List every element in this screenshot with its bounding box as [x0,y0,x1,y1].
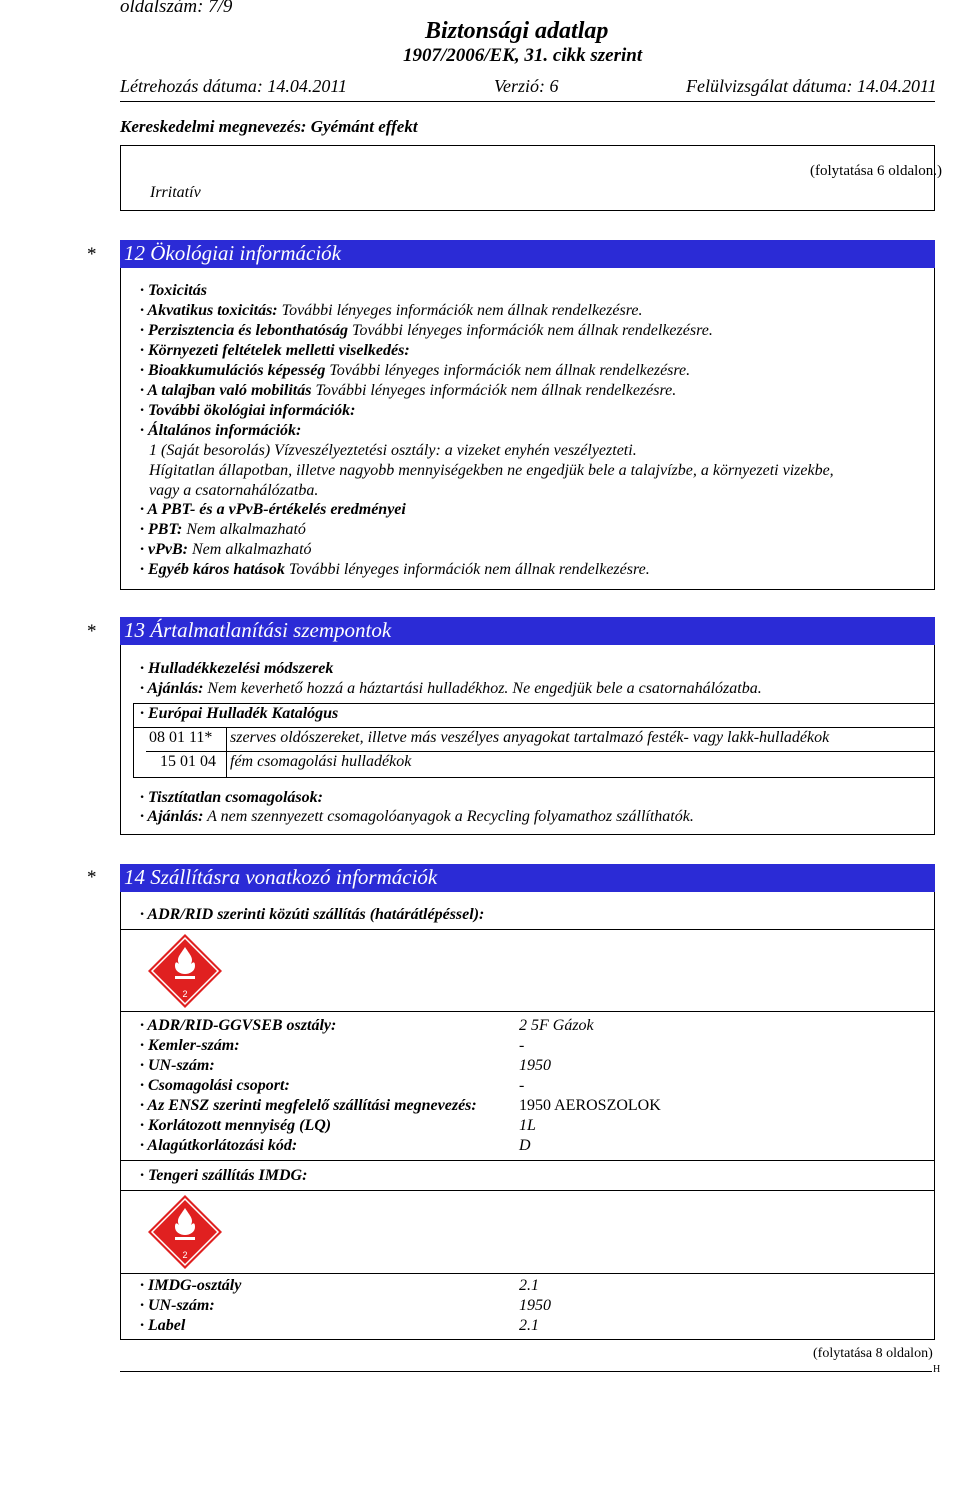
uncleaned-packaging: · Tisztítatlan csomagolások: [140,789,323,806]
imdg-title: · Tengeri szállítás IMDG: [140,1167,308,1184]
regulation: 1907/2006/EK, 31. cikk szerint [403,45,643,66]
waste-methods: · Hulladékkezelési módszerek [140,660,334,677]
footer-divider [120,1371,935,1372]
imdg-class-value: 2.1 [519,1277,539,1294]
undiluted-warning-1: Hígitatlan állapotban, illetve nagyobb mennyiségekben ne engedjük bele a talajvízbe, a környezeti vizekbe, [149,462,834,479]
continued-from: (folytatása 6 oldalon.) [810,163,943,179]
shipping-name-label: · Az ENSZ szerinti megfelelő szállítási megnevezés: [140,1097,477,1114]
imdg-divider-3 [120,1273,935,1274]
pbt: · PBT: Nem alkalmazható [140,521,306,538]
imdg-label-value: 2.1 [519,1317,539,1334]
limited-quantity-label: · Korlátozott mennyiség (LQ) [140,1117,332,1134]
section-12-title: 12 Ökológiai információk [124,241,341,265]
imdg-class-label: · IMDG-osztály [140,1277,242,1294]
section-13-header [120,617,935,645]
aquatic-toxicity: · Akvatikus toxicitás: További lényeges információk nem állnak rendelkezésre. [140,302,643,319]
flammable-gas-label-icon [147,1194,223,1270]
further-eco-info: · További ökológiai információk: [140,402,356,419]
version: Verzió: 6 [494,76,559,96]
kemler-label: · Kemler-szám: [140,1037,240,1054]
adr-divider [120,929,935,930]
recommendation: · Ajánlás: Nem keverhető hozzá a háztartási hulladékhoz. Ne engedjük bele a csatornahálózatba. [140,680,762,697]
section-12-header [120,240,935,268]
section-14-header [120,864,935,892]
bioaccumulation: · Bioakkumulációs képesség További lényeges információk nem állnak rendelkezésre. [140,362,691,379]
svg-text:2: 2 [182,989,188,999]
page-number: oldalszám: 7/9 [120,0,233,17]
change-marker: * [87,867,97,888]
toxicity: · Toxicitás [140,282,207,299]
imdg-divider [120,1160,935,1161]
imdg-label-label: · Label [140,1317,186,1334]
imdg-divider-2 [120,1190,935,1191]
soil-mobility: · A talajban való mobilitás További lényeges információk nem állnak rendelkezésre. [140,382,677,399]
table-divider [133,727,935,728]
waste-desc-2: fém csomagolási hulladékok [230,753,412,770]
flammable-gas-label-icon [147,933,223,1009]
tunnel-code-value: D [519,1137,531,1154]
carry-left: Irritatív [150,184,201,201]
table-row-divider [146,751,935,752]
header-divider [120,101,935,102]
trade-name: Kereskedelmi megnevezés: Gyémánt effekt [120,117,418,136]
created-date: Létrehozás dátuma: 14.04.2011 [120,76,347,96]
water-hazard-class: 1 (Saját besorolás) Vízveszélyeztetési osztály: a vizeket enyhén veszélyezteti. [149,442,637,459]
limited-quantity-value: 1L [519,1117,536,1134]
adr-title: · ADR/RID szerinti közúti szállítás (határátlépéssel): [140,906,485,923]
undiluted-warning-2: vagy a csatornahálózatba. [149,482,319,499]
change-marker: * [87,244,97,265]
other-adverse-effects: · Egyéb káros hatások További lényeges információk nem állnak rendelkezésre. [140,561,650,578]
general-info: · Általános információk: [140,422,302,439]
adr-class-value: 2 5F Gázok [519,1017,594,1034]
section-13-title: 13 Ártalmatlanítási szempontok [124,618,392,642]
waste-catalog-title: · Európai Hulladék Katalógus [140,705,339,722]
persistence: · Perzisztencia és lebonthatóság További lényeges információk nem állnak rendelkezésre. [140,322,713,339]
adr-divider-2 [120,1011,935,1012]
vpvb: · vPvB: Nem alkalmazható [140,541,312,558]
un-number-label: · UN-szám: [140,1057,215,1074]
pbt-results: · A PBT- és a vPvB-értékelés eredményei [140,501,406,518]
tunnel-code-label: · Alagútkorlátozási kód: [140,1137,298,1154]
packaging-recommendation: · Ajánlás: A nem szennyezett csomagolóanyagok a Recycling folyamathoz szállíthatók. [140,808,694,825]
un-number-value: 1950 [519,1057,551,1074]
waste-code-1: 08 01 11* [149,729,213,746]
change-marker: * [87,621,97,642]
section-14-title: 14 Szállításra vonatkozó információk [124,865,438,889]
shipping-name-value: 1950 AEROSZOLOK [519,1097,661,1114]
footer-mark: H [933,1364,941,1375]
waste-desc-1: szerves oldószereket, illetve más veszélyes anyagokat tartalmazó festék- vagy lakk-hulladékok [230,729,830,746]
packing-group-label: · Csomagolási csoport: [140,1077,290,1094]
kemler-value: - [519,1037,525,1054]
imdg-un-value: 1950 [519,1297,551,1314]
imdg-un-label: · UN-szám: [140,1297,215,1314]
table-column-divider [226,727,227,778]
environmental-behaviour: · Környezeti feltételek melletti viselkedés: [140,342,410,359]
document-title: Biztonsági adatlap [425,18,609,44]
packing-group-value: - [519,1077,525,1094]
waste-code-2: 15 01 04 [160,753,216,770]
revised-date: Felülvizsgálat dátuma: 14.04.2011 [686,76,937,96]
adr-class-label: · ADR/RID-GGVSEB osztály: [140,1017,337,1034]
continued-to: (folytatása 8 oldalon) [813,1346,933,1361]
svg-text:2: 2 [182,1250,188,1260]
